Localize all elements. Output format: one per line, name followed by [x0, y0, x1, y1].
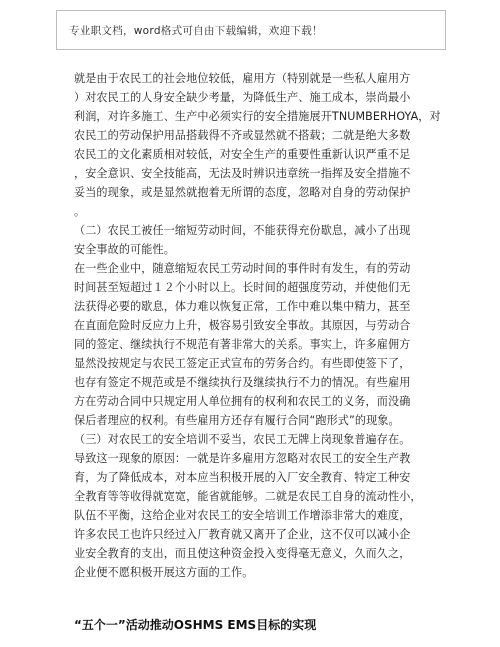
body-line: （二）农民工被任一缩短劳动时间，不能获得充份歇息，减小了出现	[74, 224, 411, 237]
body-line: 业安全教育的支出，而且使这种资金投入变得毫无意义，久而久之，	[74, 547, 411, 560]
body-line: 全教育等等收得就宽宽，能省就能够。二就是农民工自身的流动性小，	[74, 490, 422, 503]
body-line: 导致这一现象的原因：一就是许多雇用方忽略对农民工的安全生产教	[74, 452, 411, 465]
body-line: 保后者理应的权利。有些雇用方还存有履行合同“跑形式”的现象。	[74, 414, 400, 427]
body-line: 利润，对许多施工、生产中必须实行的安全措施展开TNUMBERHOYA，对	[74, 110, 441, 123]
body-line: ）对农民工的人身安全缺少考量，为降低生产、施工成本，崇尚最小	[74, 91, 411, 104]
body-line: ，安全意识、安全技能高，无法及时辨识违章统一指挥及安全措施不	[74, 167, 411, 180]
document-body	[74, 69, 441, 582]
body-line: 许多农民工也许只经过入厂教育就又离开了企业，这不仅可以减小企	[74, 528, 411, 541]
body-line: 法获得必要的歇息，体力难以恢复正常，工作中难以集中精力，甚至	[74, 300, 411, 313]
body-line: 育，为了降低成本，对本应当积极开展的入厂安全教育、特定工种安	[74, 471, 411, 484]
body-line: 时间甚至短超过１２个小时以上。长时间的超强度劳动，并使他们无	[74, 281, 411, 294]
body-line: 在直面危险时反应力上升，极容易引致安全事故。其原因，与劳动合	[74, 319, 411, 332]
body-line: 同的签定、继续执行不规范有著非常大的关系。事实上，许多雇佣方	[74, 338, 411, 351]
body-line: 妥当的现象，或是显然就抱着无所谓的态度，忽略对自身的劳动保护	[74, 186, 411, 199]
body-line: 农民工的劳动保护用品搭载得不齐或显然就不搭载；二就是绝大多数	[74, 129, 411, 142]
body-line: 也存有签定不规范或是不继续执行及继续执行不力的情况。有些雇用	[74, 376, 411, 389]
body-line: （三）对农民工的安全培训不妥当，农民工无牌上岗现象普遍存在。	[74, 433, 411, 446]
body-line: 显然没按规定与农民工签定正式宣布的劳务合约。有些即使签下了，	[74, 357, 411, 370]
body-line: 方在劳动合同中只规定用人单位拥有的权利和农民工的义务，而没确	[74, 395, 411, 408]
section-heading: “五个一”活动推动OSHMS EMS目标的实现	[74, 618, 317, 632]
body-line: 农民工的文化素质相对较低，对安全生产的重要性重新认识严重不足	[74, 148, 411, 161]
body-line: 企业便不愿积极开展这方面的工作。	[74, 566, 254, 579]
body-line: 队伍不平衡，这给企业对农民工的安全培训工作增添非常大的难度，	[74, 509, 411, 522]
body-line: 安全事故的可能性。	[74, 243, 175, 256]
body-line: 就是由于农民工的社会地位较低，雇用方（特别就是一些私人雇用方	[74, 72, 411, 85]
document-header-box	[56, 10, 446, 50]
body-line: 。	[74, 205, 86, 218]
document-header-text: 专业职文档，word格式可自由下载编辑，欢迎下载！	[69, 25, 323, 37]
body-line: 在一些企业中，随意缩短农民工劳动时间的事件时有发生，有的劳动	[74, 262, 411, 275]
